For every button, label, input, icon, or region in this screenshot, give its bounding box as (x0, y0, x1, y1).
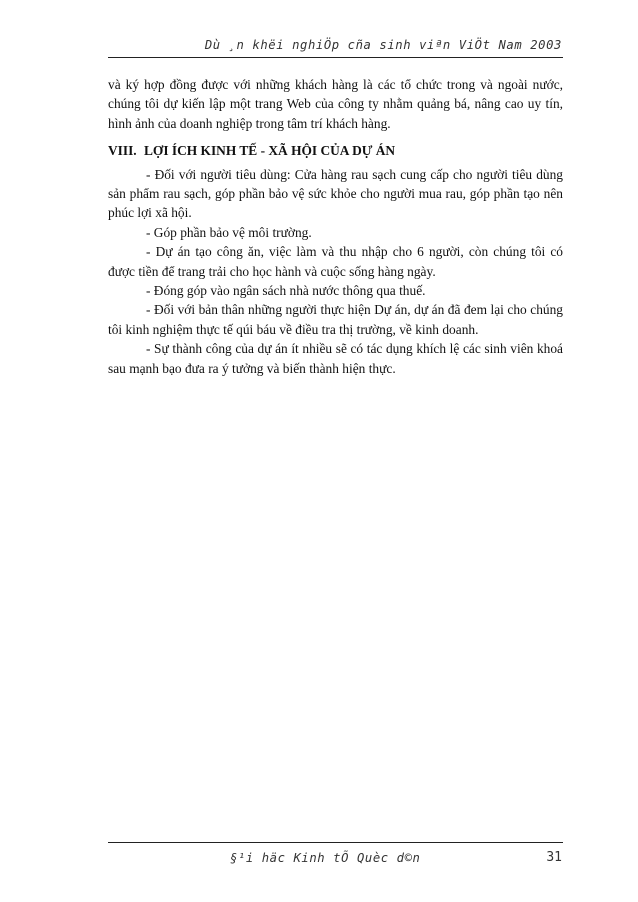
running-footer: §¹i häc Kinh tÕ Quèc d©n (230, 851, 421, 865)
body-paragraph: - Góp phần bảo vệ môi trường. (146, 224, 312, 240)
footer-rule (108, 842, 563, 843)
section-heading (108, 141, 563, 160)
page-number: 31 (546, 850, 562, 865)
body-paragraph: - Đóng góp vào ngân sách nhà nước thông qua thuế. (146, 283, 426, 299)
running-header: Dù ¸n khëi nghiÖp cña sinh viªn ViÖt Nam 2003 (204, 38, 562, 52)
opening-paragraph: và ký hợp đồng được với những khách hàng là các tổ chức trong và ngoài nước, chúng tôi dự kiến lập một trang Web của công ty nhằm quảng bá, nâng cao uy tín, hình ảnh của doanh nghiệp trong tâm trí khách hàng. (108, 77, 563, 131)
body-paragraph: - Đối với bản thân những người thực hiện Dự án, dự án đã đem lại cho chúng tôi kinh nghiệm thực tế qúi báu về điều tra thị trường, về kinh doanh. (108, 302, 563, 337)
header-rule (108, 57, 563, 58)
body-paragraph: - Đối với người tiêu dùng: Cửa hàng rau sạch cung cấp cho người tiêu dùng sản phẩm rau sạch, góp phần bảo vệ sức khỏe cho người mua rau, góp phần tạo nên phúc lợi xã hội. (108, 166, 563, 221)
section-number: VIII. (108, 143, 137, 159)
section-title: LỢI ÍCH KINH TẾ - XÃ HỘI CỦA DỰ ÁN (144, 143, 396, 159)
body-paragraph: - Sự thành công của dự án ít nhiều sẽ có tác dụng khích lệ các sinh viên khoá sau mạnh bạo đưa ra ý tưởng và biến thành hiện thực. (108, 341, 563, 376)
body-paragraph: - Dự án tạo công ăn, việc làm và thu nhập cho 6 người, còn chúng tôi có được tiền để trang trải cho học hành và cuộc sống hàng ngày. (108, 244, 563, 279)
document-body (108, 75, 563, 378)
